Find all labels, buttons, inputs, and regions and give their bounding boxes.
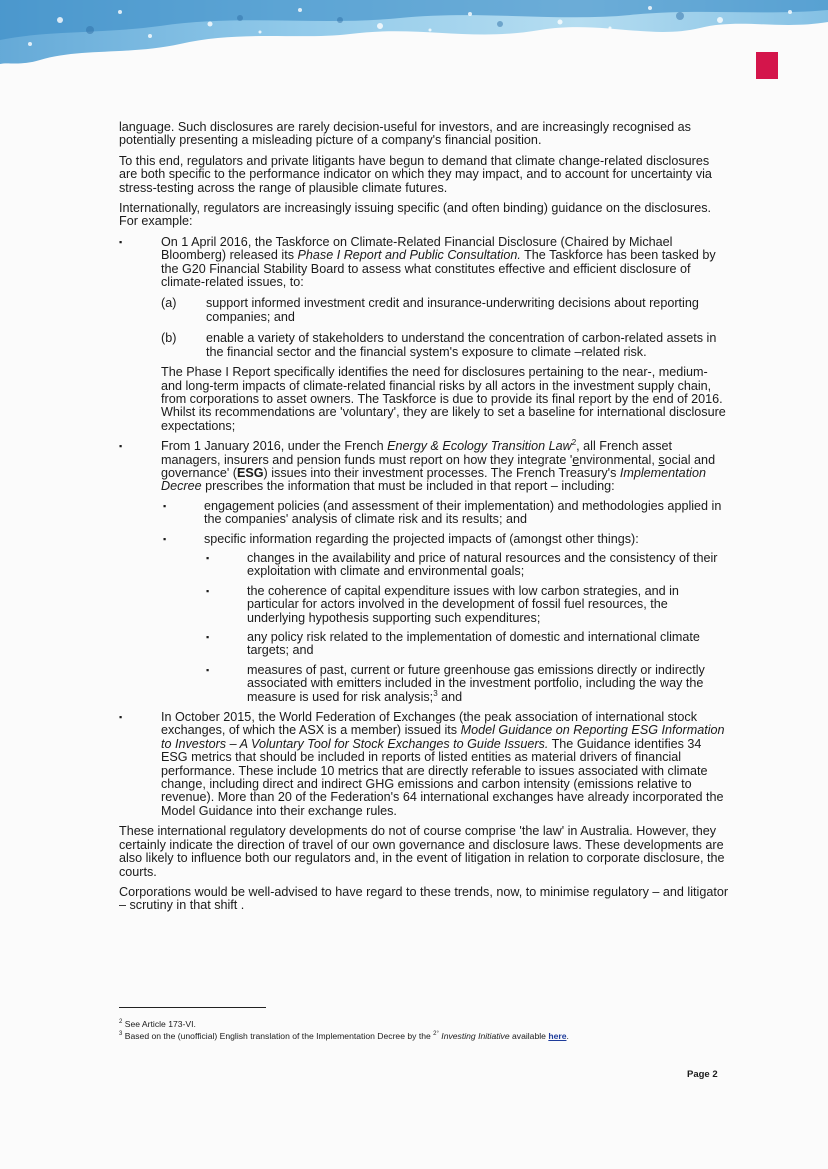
sub-bullet-marker: ▪ [163,533,167,544]
sub-sub-bullet-text: any policy risk related to the implementation of domestic and international climate targets; and [247,630,700,658]
paragraph: Corporations would be well-advised to have regard to these trends, now, to minimise regulatory – and litigator – scrutiny in that shift . [119,884,729,913]
footnote-2: $^2$ See Article 173-VI. [119,1019,196,1029]
footnotes [119,1018,719,1042]
sub-sub-bullet [204,631,729,658]
sub-sub-bullet-text: the coherence of capital expenditure issues with low carbon strategies, and in particular for actors involved in the development of fossil fuel resources, the underlying hypothesis supporting such expenditures; [247,583,679,625]
footnote-3: $^3$ Based on the (unofficial) English translation of the Implementation Decree by the $^{2^\circ}$ Investing Initiative available here. [119,1031,569,1041]
sub-sub-bullet [204,585,729,625]
header-water-banner [0,0,828,70]
footnote-here-link[interactable]: here [548,1031,567,1041]
bullet-taskforce [119,236,729,433]
sub-sub-bullet-marker: ▪ [206,585,210,596]
sub-bullet-text: engagement policies (and assessment of their implementation) and methodologies applied in the companies' analysis of climate risk and its results; and [204,498,722,527]
sub-sub-bullet-text: measures of past, current or future greenhouse gas emissions directly or indirectly associated with emitters included in the investment portfolio, including the way the measure is used for risk analysis;$^3$ and [247,662,705,704]
sub-sub-bullet-marker: ▪ [206,552,210,563]
footnote-ref: 2 [571,437,577,447]
sub-sub-bullet [204,664,729,704]
bullet-text: In October 2015, the World Federation of Exchanges (the peak association of international stock exchanges, of which the ASX is a member) issued its Model Guidance on Reporting ESG Information to Investors – A Voluntary Tool for Stock Exchanges to Guide Issuers. The Guidance identifies 34 ESG metrics that should be included in reports of listed entities as material drivers of financial performance. These include 10 metrics that are directly referable to issues associated with climate change, including direct and indirect GHG emissions and carbon intensity (emissions relative to revenue). More than 20 of the Federation's 64 international exchanges have already incorporated the Model Guidance into their exchange rules. [161,710,725,818]
footnote-separator [119,1007,266,1008]
bullet-marker: ▪ [119,441,123,452]
sub-bullet-specific-info [161,533,729,704]
bullet-text: On 1 April 2016, the Taskforce on Climate-Related Financial Disclosure (Chaired by Michael Bloomberg) released its Phase I Report and Public Consultation. The Taskforce has been tasked by the G20 Financial Stability Board to assess what constitutes effective and efficient disclosure of climate-related issues, to: [161,234,716,290]
sub-sub-bullet-marker: ▪ [206,632,210,642]
paragraph: To this end, regulators and private litigants have begun to demand that climate change-related disclosures are both specific to the performance indicator on which they may impact, and to account for uncertainty via stress-testing across the range of plausible climate futures. [119,153,712,195]
sub-sub-bullet-marker: ▪ [206,664,210,675]
page-number: Page 2 [687,1069,718,1080]
bullet-continuation: The Phase I Report specifically identifies the need for disclosures pertaining to the near-, medium- and long-term impacts of climate-related financial risks by all actors in the investment supply chain, from corporations to asset owners. The Taskforce is due to provide its final report by the end of 2016. Whilst its recommendations are 'voluntary', they are likely to set a baseline for international disclosure expectations; [161,365,726,433]
sub-sub-bullet [204,552,729,579]
bullet-text: From 1 January 2016, under the French Energy & Ecology Transition Law$^2$, all French asset managers, insurers and pension funds must report on how they integrate 'environmental, social and governance' (ESG) issues into their investment processes. The French Treasury's Implementation Decree prescribes the information that must be included in that report – including: [161,437,716,494]
sub-sub-bullet-text: changes in the availability and price of natural resources and the consistency of their exploitation with climate and environmental goals; [247,550,718,579]
item-text: support informed investment credit and insurance-underwriting decisions about reporting companies; and [206,296,699,324]
list-item-b [161,332,729,359]
footnote-ref: 3 [433,688,438,698]
bullet-french-law [119,437,729,704]
item-text: enable a variety of stakeholders to understand the concentration of carbon-related assets in the financial sector and the financial system's exposure to climate –related risk. [206,331,717,359]
bullet-marker: ▪ [119,236,123,247]
water-splash-image [0,0,828,70]
list-item-a [161,297,729,324]
bullet-wfe [119,711,729,818]
paragraph: language. Such disclosures are rarely decision-useful for investors, and are increasingly recognised as potentially presenting a misleading picture of a company's financial position. [119,120,691,148]
paragraph: Internationally, regulators are increasingly issuing specific (and often binding) guidance on the disclosures. For example: [119,201,712,229]
brand-red-square [756,52,778,79]
paragraph: These international regulatory developments do not of course comprise 'the law' in Australia. However, they certainly indicate the direction of travel of our own governance and disclosure laws. These developments are also likely to influence both our regulators and, in the event of litigation in relation to corporate disclosure, the courts. [119,824,725,879]
bullet-marker: ▪ [119,712,123,723]
sub-bullet-text: specific information regarding the projected impacts of (amongst other things): [204,531,639,546]
sub-bullet-engagement [161,500,729,527]
item-marker: (a) [161,296,177,311]
sub-bullet-marker: ▪ [163,500,167,511]
item-marker: (b) [161,331,177,346]
document-body [119,121,729,920]
